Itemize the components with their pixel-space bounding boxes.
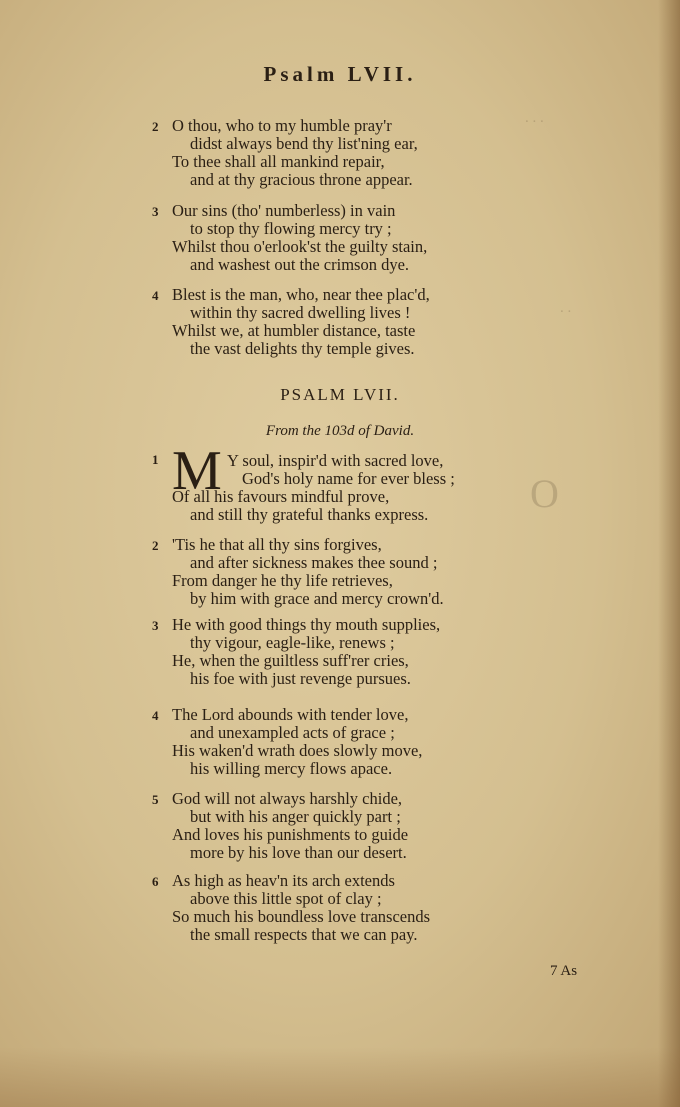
verse-line: and still thy grateful thanks express. [190,505,429,524]
verse-number: 3 [152,204,159,219]
verse-line: Our sins (tho' numberless) in vain [172,201,396,220]
psalm-subtitle: From the 103d of David. [265,423,415,439]
stanza [172,286,430,358]
verse-number: 3 [152,618,159,633]
verse-line: to stop thy flowing mercy try ; [190,219,392,238]
verse-number: 4 [152,708,159,723]
stanza-1 [172,452,455,524]
verse-number: 4 [152,288,159,303]
running-head: Psalm LVII. [263,62,417,86]
verse-number: 6 [152,874,159,889]
verse-line: Whilst thou o'erlook'st the guilty stain, [172,237,428,256]
verse-line: Blest is the man, who, near thee plac'd, [172,285,430,304]
verse-line: The Lord abounds with tender love, [172,705,409,724]
stanza [172,117,418,189]
verse-line: God will not always harshly chide, [172,789,403,808]
verse-line: by him with grace and mercy crown'd. [190,589,444,608]
verse-line: Y soul, inspir'd with sacred love, [227,451,444,470]
bleed-through-mark: . . [560,300,572,316]
verse-line: God's holy name for ever bless ; [242,469,455,488]
bleed-through-mark: O [530,471,559,516]
psalm-title: PSALM LVII. [280,385,400,404]
page-gutter-shadow [658,0,680,1107]
verse-line: He with good things thy mouth supplies, [172,615,441,634]
verse-line: and after sickness makes thee sound ; [190,553,438,572]
verse-number: 1 [152,452,159,467]
verse-line: To thee shall all mankind repair, [172,152,385,171]
verse-line: the small respects that we can pay. [190,925,418,944]
verse-line: And loves his punishments to guide [172,825,409,844]
verse-line: Whilst we, at humbler distance, taste [172,321,416,340]
drop-cap: M [172,440,222,502]
verse-number: 5 [152,792,159,807]
verse-line: above this little spot of clay ; [190,889,382,908]
verse-line: but with his anger quickly part ; [190,807,401,826]
verse-line: his willing mercy flows apace. [190,759,393,778]
catchword: 7 As [550,963,578,979]
bleed-through-mark: . . . [525,110,544,126]
verse-line: his foe with just revenge pursues. [190,669,411,688]
stanza [172,872,430,944]
verse-number: 2 [152,538,159,553]
verse-line: He, when the guiltless suff'rer cries, [172,651,409,670]
stanza [172,202,427,274]
verse-line: the vast delights thy temple gives. [190,339,415,358]
verse-line: From danger he thy life retrieves, [172,571,393,590]
verse-line: didst always bend thy list'ning ear, [190,134,418,153]
verse-line: As high as heav'n its arch extends [172,871,395,890]
verse-line: 'Tis he that all thy sins forgives, [172,535,382,554]
verse-line: and unexampled acts of grace ; [190,723,395,742]
verse-line: within thy sacred dwelling lives ! [190,303,411,322]
verse-number: 2 [152,119,159,134]
verse-line: and at thy gracious throne appear. [190,170,413,189]
verse-line: So much his boundless love transcends [172,907,431,926]
verse-line: more by his love than our desert. [190,843,407,862]
stanza [172,536,444,608]
page-stain [0,1047,680,1107]
verse-line: Of all his favours mindful prove, [172,487,390,506]
stanza [172,616,440,688]
stanza [172,706,422,778]
verse-line: His waken'd wrath does slowly move, [172,741,423,760]
stanza [172,790,408,862]
verse-line: and washest out the crimson dye. [190,255,410,274]
verse-line: thy vigour, eagle-like, renews ; [190,633,395,652]
verse-line: O thou, who to my humble pray'r [172,116,392,135]
